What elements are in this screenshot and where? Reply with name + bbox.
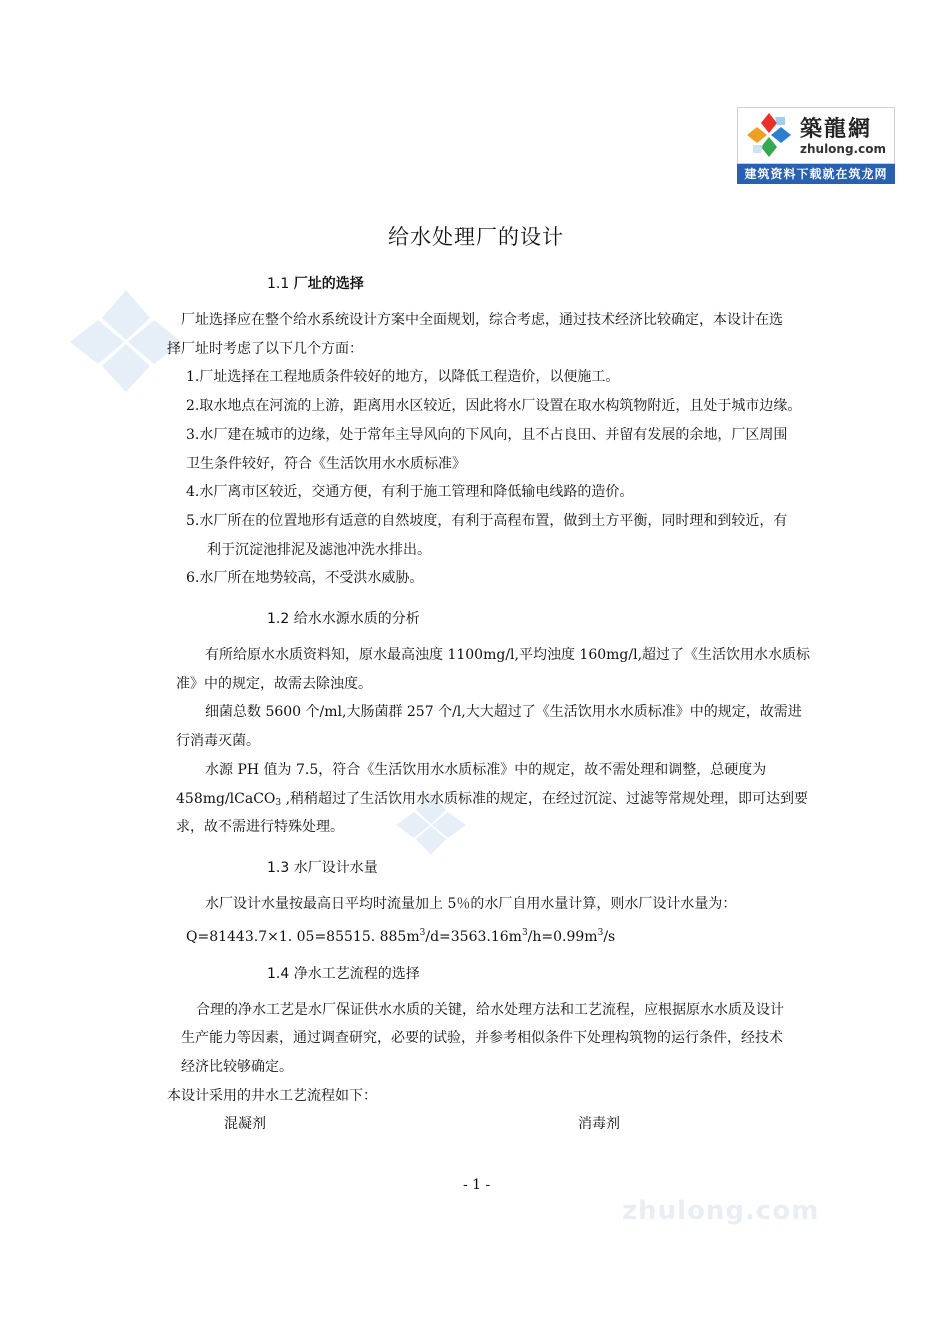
watermark-text: zhulong.com xyxy=(622,1196,820,1226)
paragraph-line: 本设计采用的井水工艺流程如下： xyxy=(167,1088,377,1104)
hardness-text: ,稍稍超过了生活饮用水水质标准的规定，在经过沉淀、过滤等常规处理，即可达到要 xyxy=(281,791,809,807)
list-item: 1.厂址选择在工程地质条件较好的地方，以降低工程造价，以便施工。 xyxy=(186,369,620,385)
section-title: 净水工艺流程的选择 xyxy=(293,966,420,982)
section-number: 1.1 xyxy=(267,276,290,292)
paragraph-line: 水源 PH 值为 7.5，符合《生活饮用水水质标准》中的规定，故不需处理和调整，总硬度为 xyxy=(205,762,767,778)
flow-label-coagulant: 混凝剂 xyxy=(224,1116,266,1132)
list-item-continuation: 利于沉淀池排泥及滤池冲洗水排出。 xyxy=(207,542,431,558)
logo-domain: zhulong.com xyxy=(800,142,886,156)
zhulong-logo xyxy=(737,107,895,184)
formula xyxy=(186,919,615,952)
paragraph-line: 有所给原水水质资料知，原水最高浊度 1100mg/l,平均浊度 160mg/l,超过了《生活饮用水水质标 xyxy=(205,647,811,663)
page-number: - 1 - xyxy=(463,1177,491,1193)
formula-part: /d=3563.16m xyxy=(425,929,522,945)
superscript: 3 xyxy=(521,928,528,938)
logo-chinese-name: 築龍網 xyxy=(800,117,873,142)
section-1-1-heading xyxy=(267,273,364,293)
paragraph-line: 经济比较够确定。 xyxy=(181,1059,293,1075)
document-title: 给水处理厂的设计 xyxy=(388,225,564,249)
logo-box xyxy=(737,107,895,164)
paragraph-line: 准》中的规定，故需去除浊度。 xyxy=(176,676,372,692)
list-item: 2.取水地点在河流的上游，距离用水区较近，因此将水厂设置在取水构筑物附近，且处于城市边缘。 xyxy=(186,398,802,414)
section-number: 1.4 xyxy=(267,966,290,982)
paragraph-line: 择厂址时考虑了以下几个方面： xyxy=(167,341,363,357)
list-item: 5.水厂所在的位置地形有适意的自然坡度，有利于高程布置，做到土方平衡，同时理和到较近，有 xyxy=(186,513,788,529)
logo-banner: 建筑资料下载就在筑龙网 xyxy=(737,164,895,184)
section-1-4-heading xyxy=(267,963,420,983)
paragraph-line: 细菌总数 5600 个/ml,大肠菌群 257 个/l,大大超过了《生活饮用水水质标准》中的规定，故需进 xyxy=(205,704,802,720)
section-number: 1.2 xyxy=(267,611,290,627)
section-number: 1.3 xyxy=(267,860,290,876)
superscript: 3 xyxy=(597,928,604,938)
list-item: 3.水厂建在城市的边缘，处于常年主导风向的下风向，且不占良田、并留有发展的余地，厂区周围 xyxy=(186,427,788,443)
paragraph-line: 合理的净水工艺是水厂保证供水水质的关键，给水处理方法和工艺流程，应根据原水水质及设计 xyxy=(196,1002,784,1018)
formula-part: /s xyxy=(603,929,616,945)
paragraph-line: 厂址选择应在整个给水系统设计方案中全面规划，综合考虑，通过技术经济比较确定，本设计在选 xyxy=(181,312,783,328)
paragraph-line: 水厂设计水量按最高日平均时流量加上 5％的水厂自用水量计算，则水厂设计水量为： xyxy=(205,896,737,912)
paragraph-line: 行消毒灭菌。 xyxy=(176,733,260,749)
list-item-continuation: 卫生条件较好，符合《生活饮用水水质标准》 xyxy=(186,456,466,472)
section-1-3-heading xyxy=(267,857,378,877)
flow-label-disinfectant: 消毒剂 xyxy=(578,1116,620,1132)
formula-part: /h=0.99m xyxy=(527,929,598,945)
section-title: 厂址的选择 xyxy=(293,276,364,292)
section-title: 水厂设计水量 xyxy=(293,860,378,876)
logo-flower-icon xyxy=(742,111,796,163)
subscript: 3 xyxy=(275,798,282,808)
list-item: 6.水厂所在地势较高，不受洪水威胁。 xyxy=(186,570,424,586)
paragraph-line: 生产能力等因素，通过调查研究，必要的试验，并参考相似条件下处理构筑物的运行条件，经技术 xyxy=(181,1030,783,1046)
formula-part: Q=81443.7×1. 05=85515. 885m xyxy=(186,929,420,945)
hardness-value: 458mg/lCaCO xyxy=(176,791,276,807)
section-title: 给水水源水质的分析 xyxy=(293,611,420,627)
superscript: 3 xyxy=(419,928,426,938)
section-1-2-heading xyxy=(267,608,420,628)
list-item: 4.水厂离市区较近，交通方便，有利于施工管理和降低输电线路的造价。 xyxy=(186,484,634,500)
paragraph-line: 求，故不需进行特殊处理。 xyxy=(176,819,344,835)
